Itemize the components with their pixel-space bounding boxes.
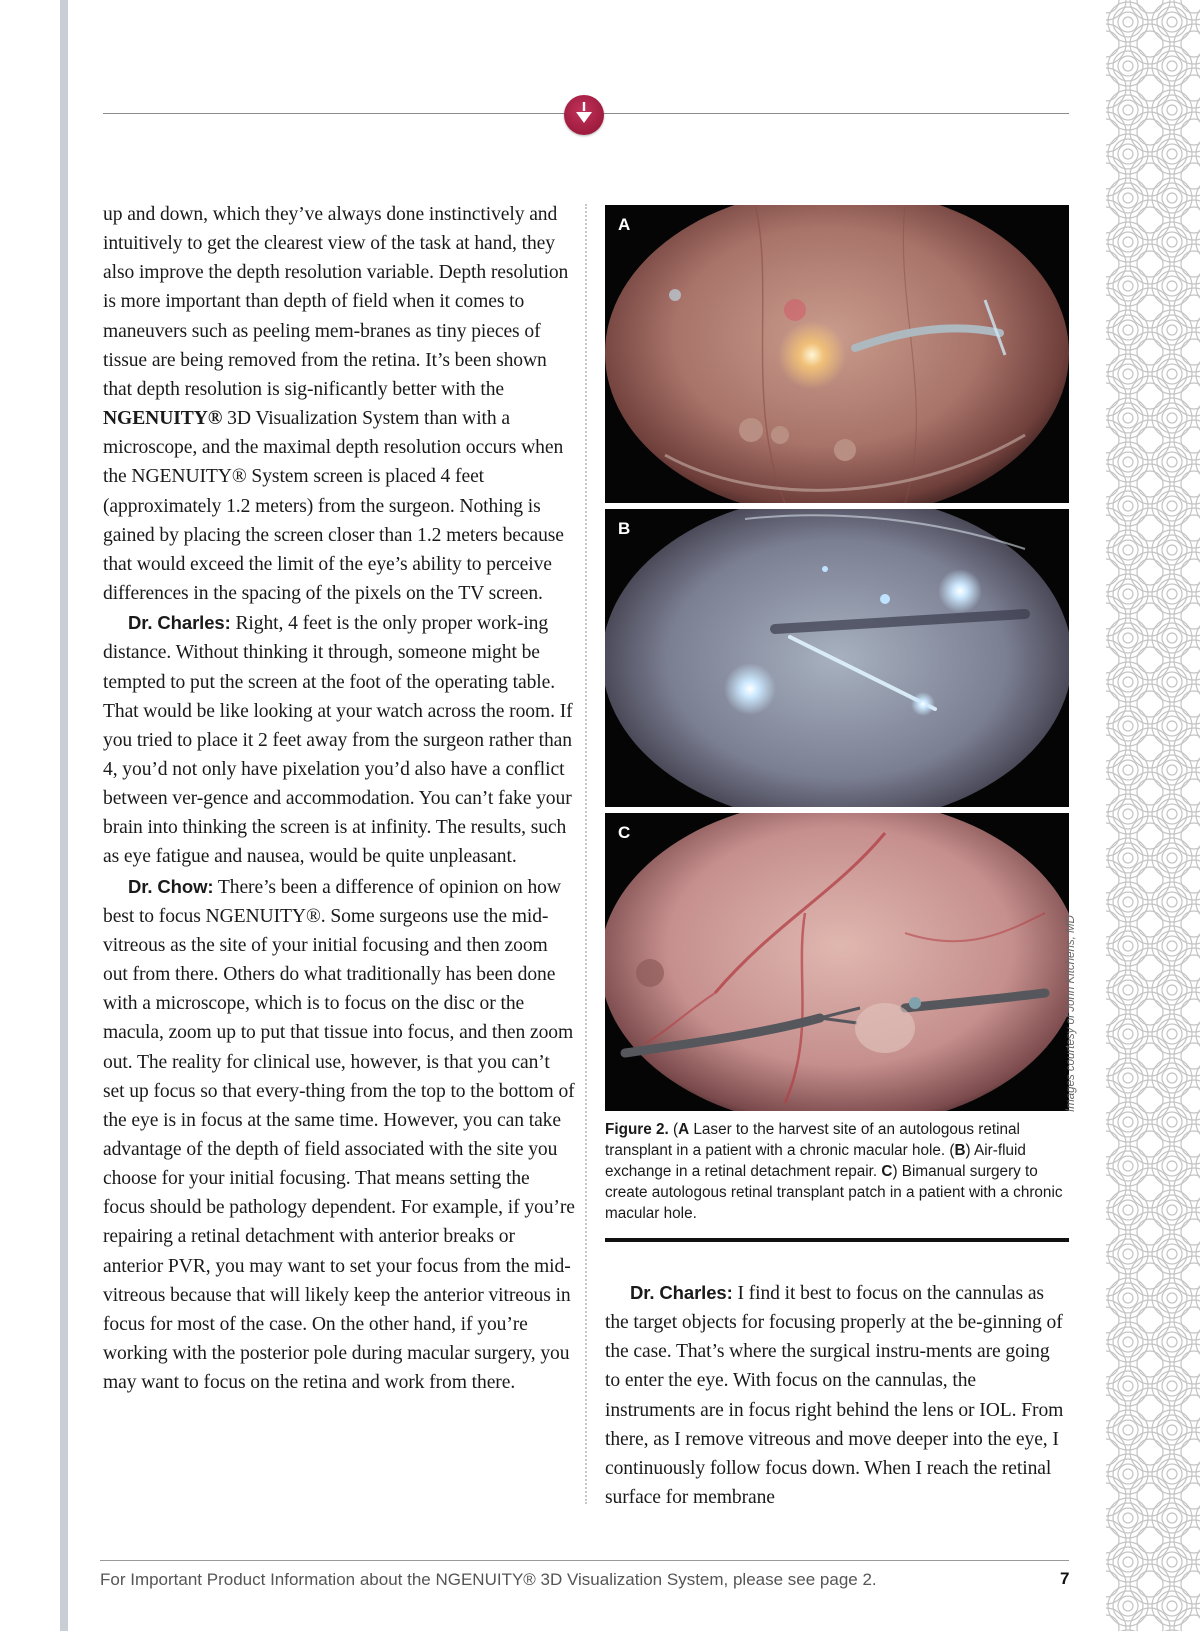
figure-caption: Figure 2. (A Laser to the harvest site of an autologous retinal transplant in a patient with a chronic macular hole. (B) Air-fluid exchange in a retinal detachment repair. C) Bimanual surgery to create autologous retinal transplant patch in a patient with a chronic macular hole. (605, 1121, 1063, 1222)
speaker-label: Dr. Charles: (630, 1282, 733, 1303)
figure-panel-c (605, 813, 1069, 1111)
image-credit: Images courtesy of John Kitchens, MD (1065, 915, 1077, 1112)
right-column (605, 1278, 1069, 1512)
speaker-label: Dr. Chow: (128, 875, 214, 897)
text-run: 3D Visualization System than with a microscope, and the maximal depth resolution occurs when the NGENUITY® System screen is placed 4 feet (approximately 1.2 meters) from the surgeon. Nothing is gained by placing the screen closer than 1.2 meters because that would exceed the limit of the eye’s ability to perceive differences in the spacing of the pixels on the TV screen. (103, 408, 564, 605)
paragraph-text: Right, 4 feet is the only proper work-ing distance. Without thinking it through, someone might be tempted to put the screen at the foot of the operating table. That would be like looking at your watch across the room. If you tried to place it 2 feet away from the surgeon rather than 4, you’d not only have pixelation you’d also have a conflict between ver-gence and accommodation. You can’t fake your brain into thinking the screen is at infinity. The results, such as eye fatigue and nausea, would be quite unpleasant. (103, 613, 573, 868)
caption-text-b: ) Air-fluid exchange in a retinal detachment repair. (605, 1142, 1026, 1180)
caption-rule (605, 1238, 1069, 1242)
brand-name: NGENUITY® (103, 408, 223, 430)
caption-letter-c: C (881, 1163, 893, 1180)
paragraph-charles-continued (605, 1278, 1069, 1512)
paragraph-text: I find it best to focus on the cannulas as the target objects for focusing properly at the be-ginning of the case. That’s where the surgical instru-ments are going to enter the eye. With focus on the cannulas, the instruments are in focus right behind the lens or IOL. From there, as I remove vitreous and move deeper into the eye, I continuously follow focus down. When I reach the retinal surface for membrane (605, 1283, 1064, 1509)
figure-label: Figure 2. (605, 1121, 669, 1138)
caption-letter-a: A (678, 1121, 690, 1138)
text-run: up and down, which they’ve always done instinctively and intuitively to get the clearest view of the task at hand, they also improve the depth resolution variable. Depth resolution is more important than depth of field when it comes to maneuvers such as peeling mem-branes as tiny pieces of tissue are being removed from the retina. It’s been shown that depth resolution is sig-nificantly better with the (103, 204, 569, 400)
panel-label-b: B (618, 519, 631, 538)
figure-panel-b (605, 509, 1069, 807)
column-divider (585, 204, 587, 1504)
paragraph-intro (103, 200, 575, 608)
decorative-pattern (1106, 0, 1200, 1631)
speaker-label: Dr. Charles: (128, 612, 231, 634)
left-column (103, 200, 575, 1397)
left-margin-bar (60, 0, 68, 1631)
footer-note: For Important Product Information about the NGENUITY® 3D Visualization System, please see page 2. (100, 1570, 877, 1589)
paragraph-charles (103, 608, 575, 871)
footer-rule (100, 1560, 1069, 1561)
down-arrow-icon (564, 95, 604, 135)
panel-label-c: C (618, 823, 631, 842)
caption-text-c: ) Bimanual surgery to create autologous retinal transplant patch in a patient with a chronic macular hole. (605, 1163, 1063, 1222)
paragraph-text: There’s been a difference of opinion on how best to focus NGENUITY®. Some surgeons use the mid-vitreous as the site of your initial focusing and then zoom out from there. Others do what traditionally has been done with a microscope, which is to focus on the disc or the macula, zoom up to put that tissue into focus, and then zoom out. The reality for clinical use, however, is that you can’t set up focus so that every-thing from the top to the bottom of the eye is in focus at the same time. However, you can take advantage of the depth of field associated with the site you choose for your initial focusing. That means setting the focus should be pathology dependent. For example, if you’re repairing a retinal detachment with anterior breaks or anterior PVR, you may want to set your focus from the mid-vitreous because that will likely keep the anterior vitreous in focus for most of the case. On the other hand, if you’re working with the posterior pole during macular surgery, you may want to focus on the retina and work from there. (103, 876, 575, 1394)
panel-label-a: A (618, 215, 631, 234)
caption-letter-b: B (954, 1142, 966, 1159)
paragraph-chow (103, 872, 575, 1398)
caption-text-a: Laser to the harvest site of an autologous retinal transplant in a patient with a chronic macular hole. ( (605, 1121, 1020, 1159)
figure-panel-a (605, 205, 1069, 503)
page-number: 7 (1060, 1569, 1070, 1588)
